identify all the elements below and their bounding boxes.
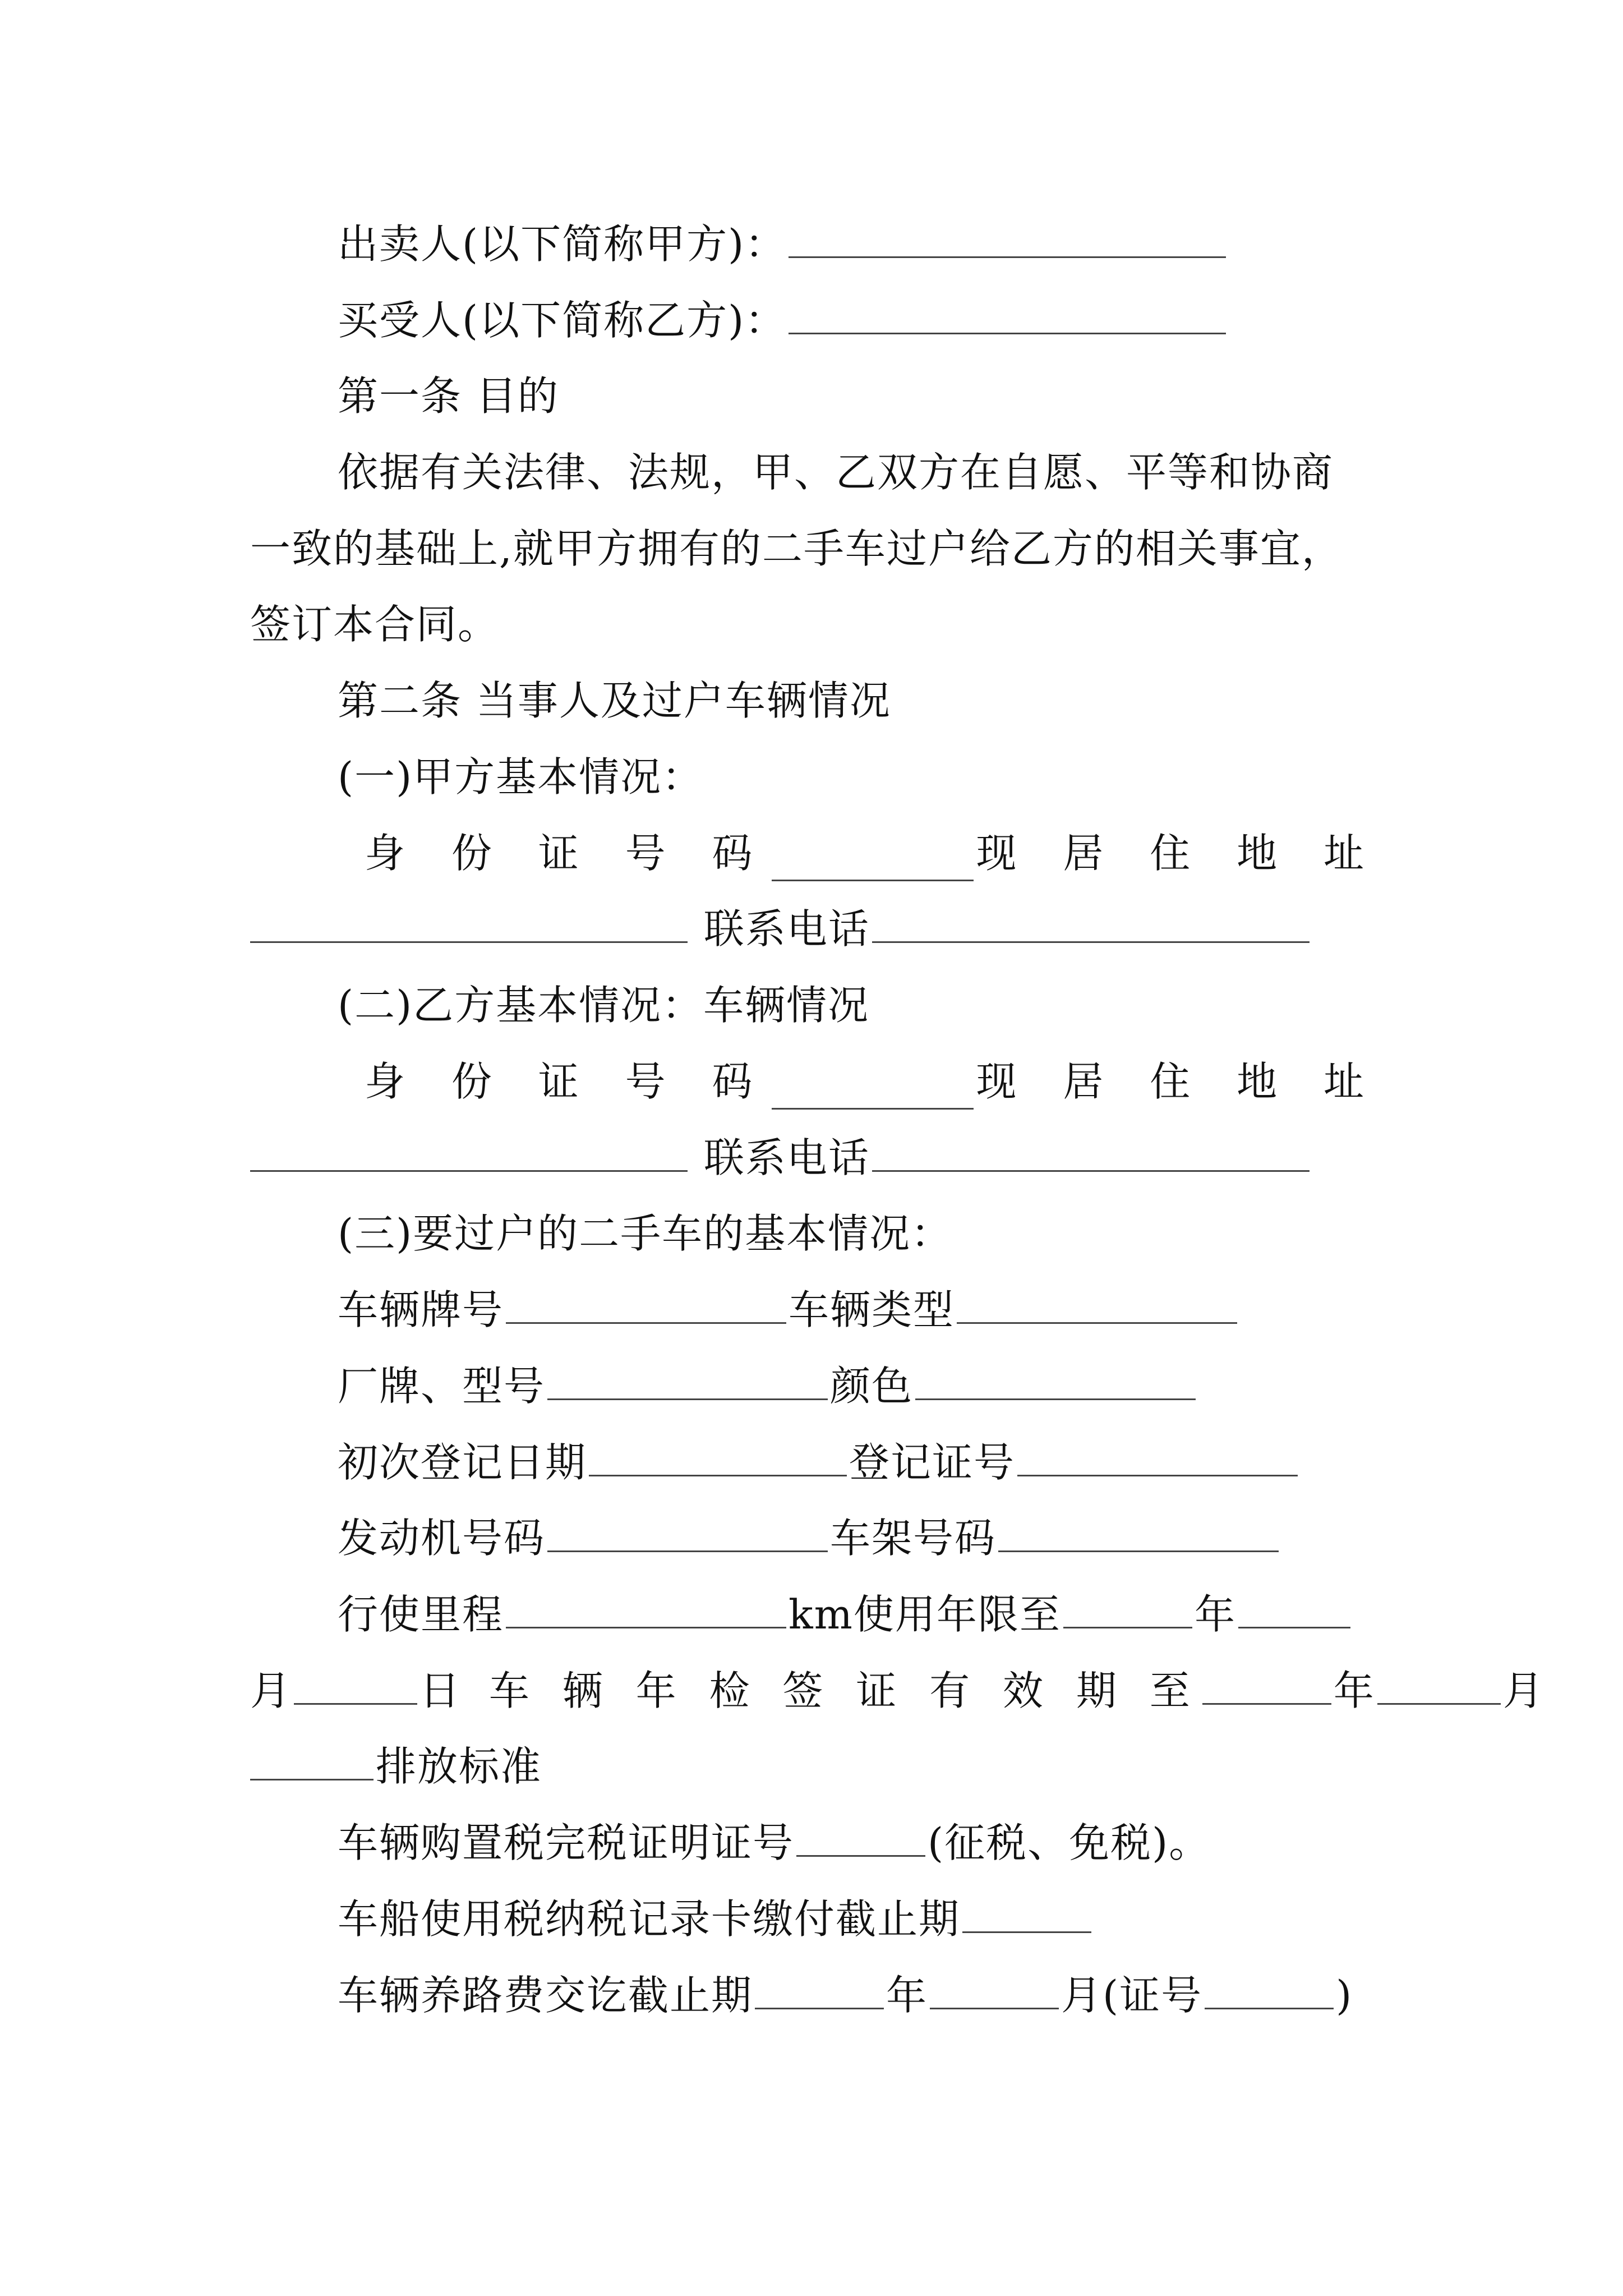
plate-type-line [338, 1282, 1381, 1338]
inspection-month-blank[interactable] [1377, 1668, 1501, 1705]
party-a-title: (一)甲方基本情况： [338, 753, 704, 800]
mileage-unit: km [789, 1591, 854, 1638]
party-b-address-label: 现 居 住 地 址 [976, 1058, 1381, 1105]
party-a-id-line [365, 825, 1381, 881]
article2-title: 第二条 当事人及过户车辆情况 [338, 677, 891, 724]
vessel-tax-blank[interactable] [962, 1897, 1091, 1933]
party-a-address-blank[interactable] [250, 907, 688, 943]
registration-line [338, 1434, 1381, 1490]
color-blank[interactable] [915, 1364, 1196, 1400]
inspection-year-text: 年 [1333, 1667, 1375, 1714]
party-a-address-label: 现 居 住 地 址 [976, 830, 1381, 877]
vessel-tax-label: 车船使用税纳税记录卡缴付截止期 [338, 1895, 961, 1943]
mileage-blank[interactable] [506, 1592, 786, 1628]
road-fee-cert-blank[interactable] [1205, 1973, 1334, 2009]
party-b-id-blank[interactable] [772, 1073, 974, 1110]
road-fee-year-blank[interactable] [755, 1973, 884, 2009]
mileage-line [338, 1586, 1381, 1642]
seller-label: 出卖人(以下简称甲方)： [338, 220, 787, 268]
type-blank[interactable] [957, 1287, 1237, 1324]
seller-line [338, 216, 1381, 272]
use-limit-year-text: 年 [1194, 1591, 1236, 1638]
inspection-label: 车 辆 年 检 签 证 有 效 期 至 [488, 1667, 1200, 1714]
use-limit-label: 使用年限至 [853, 1591, 1061, 1638]
purchase-tax-suffix: (征税、免税)。 [928, 1819, 1211, 1866]
vehicle-title: (三)要过户的二手车的基本情况： [338, 1210, 953, 1257]
inspection-line [250, 1663, 1544, 1719]
use-limit-day-text: 日 [419, 1667, 462, 1714]
party-a-id-blank[interactable] [772, 845, 974, 881]
reg-cert-label: 登记证号 [849, 1439, 1016, 1486]
inspection-month-text: 月 [1502, 1667, 1544, 1714]
inspection-day-blank[interactable] [250, 1744, 374, 1780]
engine-label: 发动机号码 [338, 1515, 546, 1562]
party-b-id-line [365, 1053, 1381, 1110]
purchase-tax-blank[interactable] [796, 1820, 925, 1857]
buyer-line [338, 292, 1381, 348]
road-fee-line [338, 1967, 1381, 2023]
color-label: 颜色 [830, 1363, 914, 1410]
buyer-blank[interactable] [789, 298, 1226, 334]
vessel-tax-line [338, 1891, 1381, 1947]
party-b-phone-blank[interactable] [872, 1135, 1310, 1172]
emission-line [250, 1738, 1377, 1795]
article1-paragraph-line3: 签订本合同。 [250, 601, 500, 648]
brand-blank[interactable] [547, 1364, 828, 1400]
type-label: 车辆类型 [789, 1286, 955, 1333]
mileage-label: 行使里程 [338, 1591, 504, 1638]
road-fee-label: 车辆养路费交讫截止期 [338, 1972, 753, 2019]
party-b-id-label: 身 份 证 号 码 [365, 1058, 769, 1105]
article1-paragraph-line2: 一致的基础上,就甲方拥有的二手车过户给乙方的相关事宜， [250, 525, 1343, 572]
road-fee-close-paren: ) [1336, 1972, 1353, 2019]
road-fee-year-text: 年 [886, 1972, 928, 2019]
road-fee-month-cert: 月(证号 [1061, 1972, 1203, 2019]
party-b-address-blank[interactable] [250, 1135, 688, 1172]
party-a-phone-line [250, 901, 1377, 957]
brand-color-line [338, 1358, 1381, 1414]
use-limit-day-blank[interactable] [294, 1668, 417, 1705]
reg-date-label: 初次登记日期 [338, 1439, 587, 1486]
article1-paragraph-line1: 依据有关法律、法规，甲、乙双方在自愿、平等和协商 [338, 449, 1334, 496]
frame-label: 车架号码 [830, 1515, 997, 1562]
party-b-phone-label: 联系电话 [703, 1134, 870, 1181]
party-b-phone-line [250, 1130, 1377, 1186]
party-a-phone-label: 联系电话 [703, 905, 870, 953]
emission-label: 排放标准 [376, 1743, 542, 1790]
plate-label: 车辆牌号 [338, 1286, 504, 1333]
purchase-tax-line [338, 1815, 1381, 1871]
inspection-year-blank[interactable] [1202, 1668, 1331, 1705]
party-a-id-label: 身 份 证 号 码 [365, 830, 769, 877]
use-limit-year-blank[interactable] [1063, 1592, 1192, 1628]
engine-frame-line [338, 1510, 1381, 1566]
road-fee-month-blank[interactable] [930, 1973, 1059, 2009]
reg-date-blank[interactable] [589, 1440, 847, 1476]
purchase-tax-label: 车辆购置税完税证明证号 [338, 1819, 795, 1866]
reg-cert-blank[interactable] [1017, 1440, 1298, 1476]
seller-blank[interactable] [789, 222, 1226, 258]
frame-blank[interactable] [998, 1516, 1279, 1552]
engine-blank[interactable] [547, 1516, 828, 1552]
use-limit-month-text: 月 [250, 1667, 292, 1714]
party-b-title: (二)乙方基本情况：车辆情况 [338, 982, 870, 1029]
article1-title: 第一条 目的 [338, 372, 559, 420]
use-limit-month-blank[interactable] [1238, 1592, 1350, 1628]
brand-label: 厂牌、型号 [338, 1363, 546, 1410]
buyer-label: 买受人(以下简称乙方)： [338, 297, 787, 344]
party-a-phone-blank[interactable] [872, 907, 1310, 943]
plate-blank[interactable] [506, 1287, 786, 1324]
